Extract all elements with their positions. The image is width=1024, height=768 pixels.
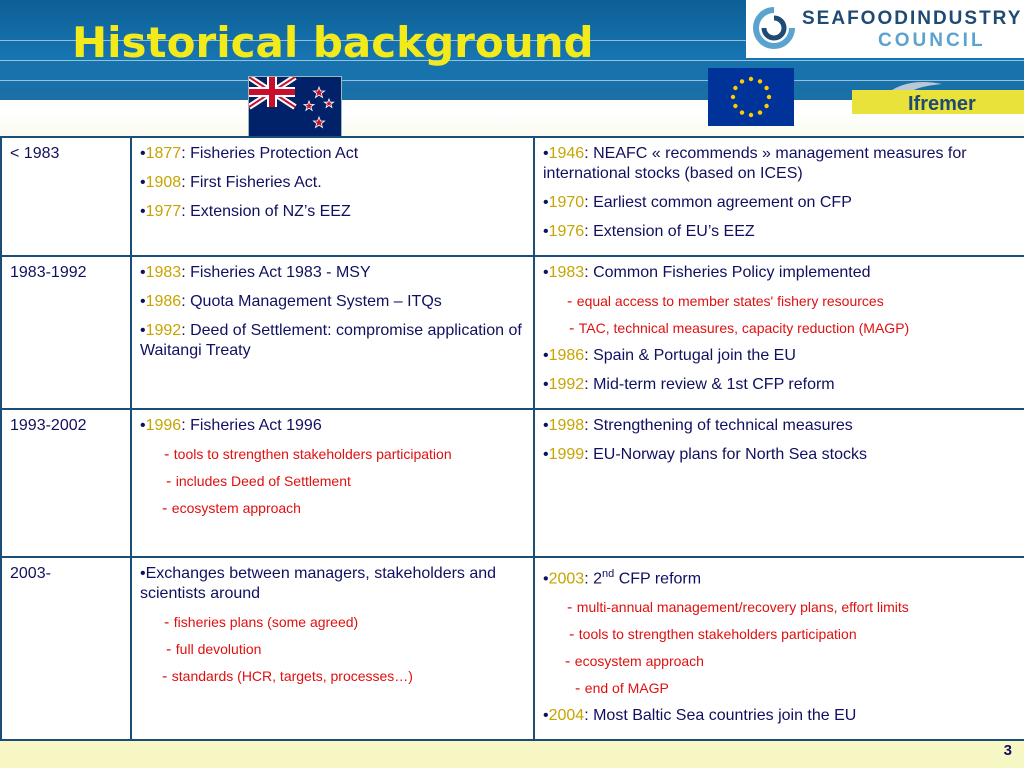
swirl-logo-icon (752, 6, 796, 50)
european-union-cell (534, 137, 1024, 256)
sub-item-dash: - (162, 500, 172, 517)
timeline-item (543, 222, 1018, 242)
timeline-table-body (1, 137, 1024, 740)
year-label: 1986 (145, 293, 182, 310)
bullet-icon: • (140, 322, 146, 339)
bullet-icon: • (543, 145, 549, 162)
sub-item-dash: - (569, 320, 579, 337)
table-row (1, 557, 1024, 740)
sub-item (543, 625, 1018, 644)
item-text: CFP reform (614, 570, 702, 588)
timeline-item (543, 193, 1018, 213)
sub-item (140, 640, 525, 659)
bullet-icon: • (543, 376, 549, 393)
sub-item (543, 652, 1018, 671)
item-text: : Fisheries Act 1983 - MSY (181, 264, 371, 281)
sub-item-dash: - (569, 626, 579, 644)
sub-item-text: end of MAGP (584, 680, 669, 697)
sub-item (140, 499, 525, 518)
year-label: 1996 (145, 417, 182, 434)
year-label: 1986 (548, 347, 585, 364)
sub-item-text: TAC, technical measures, capacity reduction (MAGP) (578, 320, 910, 336)
timeline-item (140, 173, 525, 193)
sub-item (140, 667, 525, 686)
sub-item-dash: - (164, 446, 174, 463)
european-union-flag-icon (708, 68, 794, 126)
new-zealand-flag-icon (248, 76, 342, 138)
year-label: 1992 (548, 376, 585, 393)
timeline-item (543, 706, 1018, 726)
item-text: : Mid-term review & 1st CFP reform (584, 376, 835, 393)
period-cell: < 1983 (1, 137, 131, 256)
seafood-industry-council-logo (746, 0, 1024, 58)
sub-item-dash: - (166, 473, 176, 490)
bullet-icon: • (140, 293, 146, 310)
european-union-cell (534, 256, 1024, 409)
timeline-item (543, 263, 1018, 283)
timeline-item (543, 375, 1018, 395)
ifremer-logo (852, 80, 1024, 118)
sub-item-dash: - (164, 614, 174, 631)
bullet-icon: • (543, 417, 549, 434)
sub-item-text: ecosystem approach (574, 653, 704, 670)
year-label: 1976 (548, 223, 585, 240)
timeline-item (140, 416, 525, 436)
sub-item-text: fisheries plans (some agreed) (173, 614, 359, 630)
sub-item-dash: - (162, 668, 172, 685)
year-label: 1998 (548, 417, 585, 434)
sub-item-text: tools to strengthen stakeholders participation (578, 626, 857, 643)
european-union-cell (534, 409, 1024, 557)
sub-item (140, 445, 525, 464)
sub-item-dash: - (565, 653, 575, 671)
historical-timeline-table (0, 136, 1024, 741)
item-text: : Fisheries Act 1996 (181, 417, 322, 434)
bullet-icon: • (543, 570, 549, 588)
year-label: 1983 (145, 264, 182, 281)
ifremer-logo-text: Ifremer (908, 93, 976, 115)
bullet-icon: • (543, 707, 549, 725)
new-zealand-cell (131, 256, 534, 409)
bullet-icon: • (140, 203, 146, 220)
year-label: 1877 (145, 145, 182, 162)
item-text: : First Fisheries Act. (181, 174, 322, 191)
timeline-item (543, 416, 1018, 436)
item-text: : Fisheries Protection Act (181, 145, 359, 162)
bullet-icon: • (543, 194, 549, 211)
item-text: : Extension of EU’s EEZ (584, 223, 755, 240)
bullet-icon: • (140, 264, 146, 281)
bullet-icon: • (543, 347, 549, 364)
sub-item-text: equal access to member states' fishery resources (576, 293, 884, 309)
timeline-item (140, 292, 525, 312)
bullet-icon: • (543, 223, 549, 240)
sub-item-text: full devolution (175, 641, 262, 657)
timeline-item (140, 202, 525, 222)
timeline-item (140, 263, 525, 283)
item-text: : EU-Norway plans for North Sea stocks (584, 446, 867, 463)
item-text: : Extension of NZ’s EEZ (181, 203, 351, 220)
sub-item (543, 679, 1018, 698)
sub-item-text: tools to strengthen stakeholders participation (173, 446, 452, 462)
timeline-item (140, 144, 525, 164)
ordinal-superscript: nd (602, 568, 615, 580)
period-cell: 1983-1992 (1, 256, 131, 409)
year-label: 2003 (548, 570, 585, 588)
timeline-item (543, 144, 1018, 184)
timeline-item (543, 564, 1018, 589)
sub-item-text: standards (HCR, targets, processes…) (171, 668, 413, 684)
sub-item-text: multi-annual management/recovery plans, effort limits (576, 599, 909, 616)
timeline-item (543, 346, 1018, 366)
item-text: : Deed of Settlement: compromise application of Waitangi Treaty (140, 322, 522, 359)
page-number: 3 (1003, 742, 1012, 759)
bullet-icon: • (543, 446, 549, 463)
bullet-icon: • (140, 417, 146, 434)
sub-item-text: includes Deed of Settlement (175, 473, 351, 489)
new-zealand-cell (131, 557, 534, 740)
item-text: : Most Baltic Sea countries join the EU (584, 707, 857, 725)
period-cell: 2003- (1, 557, 131, 740)
timeline-item (543, 445, 1018, 465)
new-zealand-cell (131, 137, 534, 256)
year-label: 1946 (548, 145, 585, 162)
item-text: : Earliest common agreement on CFP (584, 194, 852, 211)
bullet-icon: • (140, 174, 146, 191)
table-row (1, 137, 1024, 256)
sub-item-dash: - (567, 599, 577, 617)
european-union-cell (534, 557, 1024, 740)
sub-item (543, 292, 1018, 311)
item-text: : Spain & Portugal join the EU (584, 347, 796, 364)
sub-item (543, 598, 1018, 617)
sub-item-dash: - (575, 680, 585, 698)
timeline-item (140, 321, 525, 361)
year-label: 1970 (548, 194, 585, 211)
seafood-logo-bottom-text: COUNCIL (878, 30, 986, 51)
item-text-prefix: : 2 (584, 570, 602, 588)
year-label: 1908 (145, 174, 182, 191)
sub-item (140, 472, 525, 491)
item-text: : Common Fisheries Policy implemented (584, 264, 871, 281)
item-text: : NEAFC « recommends » management measures for international stocks (based on ICES) (543, 145, 967, 182)
year-label: 1977 (145, 203, 182, 220)
item-text: Exchanges between managers, stakeholders and scientists around (140, 565, 497, 602)
seafood-logo-top-text: SEAFOODINDUSTRY (802, 8, 1023, 29)
bullet-icon: • (543, 264, 549, 281)
sub-item-dash: - (166, 641, 176, 658)
bullet-icon: • (140, 565, 146, 582)
year-label: 2004 (548, 707, 585, 725)
item-text: : Strengthening of technical measures (584, 417, 853, 434)
sub-item-text: ecosystem approach (171, 500, 301, 516)
year-label: 1983 (548, 264, 585, 281)
year-label: 1999 (548, 446, 585, 463)
sub-item-dash: - (567, 293, 577, 310)
bullet-icon: • (140, 145, 146, 162)
sub-item (140, 613, 525, 632)
item-text: : Quota Management System – ITQs (181, 293, 442, 310)
period-cell: 1993-2002 (1, 409, 131, 557)
sub-item (543, 319, 1018, 338)
timeline-item (140, 564, 525, 604)
slide-title: Historical background (72, 18, 594, 67)
table-row (1, 409, 1024, 557)
table-row (1, 256, 1024, 409)
new-zealand-cell (131, 409, 534, 557)
year-label: 1992 (145, 322, 182, 339)
